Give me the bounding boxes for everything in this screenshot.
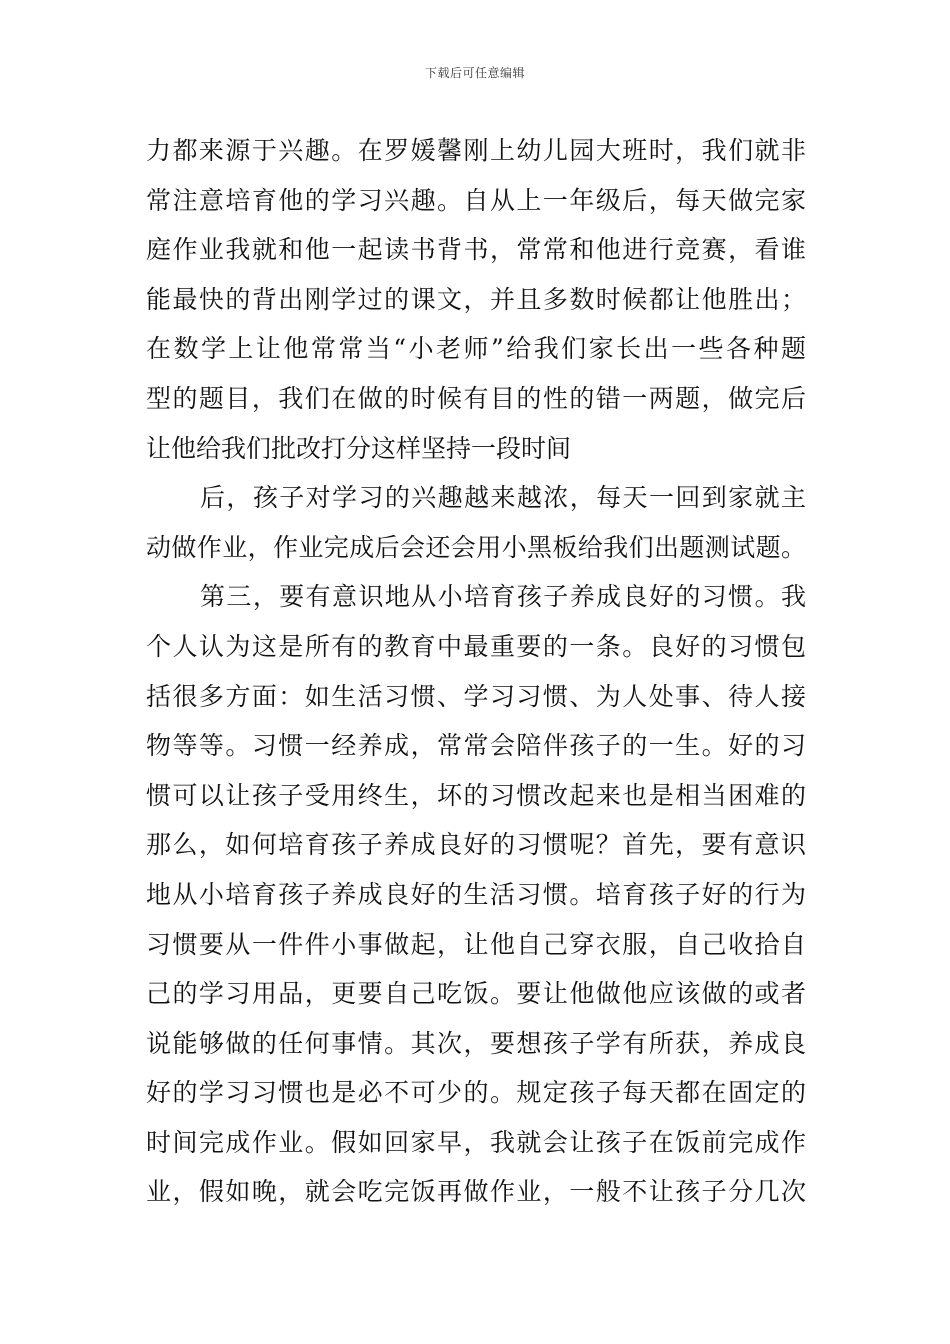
text-line: 常注意培育他的学习兴趣。自从上一年级后，每天做完家: [146, 185, 806, 215]
page-header: 下载后可任意编辑: [424, 66, 525, 80]
text-line: 时间完成作业。假如回家早，我就会让孩子在饭前完成作: [146, 1127, 806, 1157]
document-body: [146, 126, 806, 1217]
text-line: 说能够做的任何事情。其次，要想孩子学有所获，养成良: [146, 1028, 806, 1058]
text-line: 能最快的背出刚学过的课文，并且多数时候都让他胜出；: [146, 284, 806, 314]
text-line: 习惯要从一件件小事做起，让他自己穿衣服，自己收拾自: [146, 929, 806, 959]
text-line: 型的题目，我们在做的时候有目的性的错一两题，做完后: [146, 383, 806, 413]
text-line: 好的学习习惯也是必不可少的。规定孩子每天都在固定的: [146, 1078, 806, 1108]
text-line: 个人认为这是所有的教育中最重要的一条。良好的习惯包: [146, 631, 806, 661]
text-line: 在数学上让他常常当“小老师”给我们家长出一些各种题: [146, 334, 806, 364]
text-line: 物等等。习惯一经养成，常常会陪伴孩子的一生。好的习: [146, 731, 806, 761]
text-line: 第三，要有意识地从小培育孩子养成良好的习惯。我: [200, 582, 806, 612]
text-line: 地从小培育孩子养成良好的生活习惯。培育孩子好的行为: [146, 879, 806, 909]
text-line: 惯可以让孩子受用终生，坏的习惯改起来也是相当困难的: [146, 780, 806, 810]
text-line: 业，假如晚，就会吃完饭再做作业，一般不让孩子分几次: [146, 1177, 806, 1207]
text-line: 动做作业，作业完成后会还会用小黑板给我们出题测试题。: [146, 532, 806, 562]
text-line: 力都来源于兴趣。在罗媛馨刚上幼儿园大班时，我们就非: [146, 136, 806, 165]
text-line: 那么，如何培育孩子养成良好的习惯呢？首先，要有意识: [146, 830, 806, 860]
text-line: 让他给我们批改打分这样坚持一段时间: [146, 433, 572, 463]
text-line: 后，孩子对学习的兴趣越来越浓，每天一回到家就主: [200, 483, 806, 513]
text-line: 己的学习用品，更要自己吃饭。要让他做他应该做的或者: [146, 979, 806, 1009]
text-line: 庭作业我就和他一起读书背书，常常和他进行竞赛，看谁: [146, 235, 806, 265]
text-line: 括很多方面：如生活习惯、学习习惯、为人处事、待人接: [146, 681, 806, 711]
